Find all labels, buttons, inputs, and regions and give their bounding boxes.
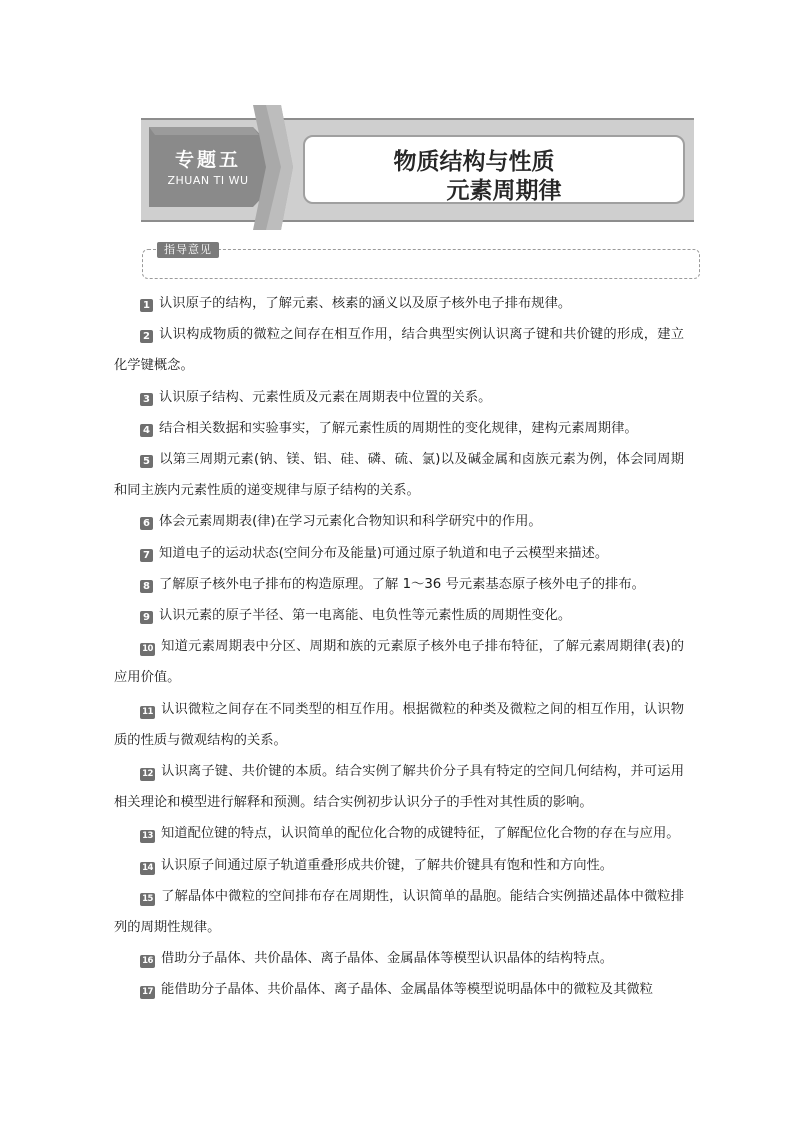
guidance-box bbox=[142, 249, 700, 279]
list-item bbox=[114, 382, 684, 413]
item-text: 认识原子的结构，了解元素、核素的涵义以及原子核外电子排布规律。 bbox=[159, 296, 572, 311]
item-number-badge: 10 bbox=[140, 643, 155, 656]
item-number-badge: 13 bbox=[140, 830, 155, 843]
item-text: 结合相关数据和实验事实，了解元素性质的周期性的变化规律，建构元素周期律。 bbox=[159, 420, 638, 436]
list-item bbox=[114, 694, 684, 756]
item-text: 认识离子键、共价键的本质。结合实例了解共价分子具有特定的空间几何结构，并可运用相关理论和模型进行解释和预测。结合实例初步认识分子的手性对其性质的影响。 bbox=[114, 764, 684, 811]
item-text: 体会元素周期表(律)在学习元素化合物知识和科学研究中的作用。 bbox=[159, 514, 542, 530]
item-text: 了解原子核外电子排布的构造原理。了解 1～36 号元素基态原子核外电子的排布。 bbox=[159, 576, 645, 592]
item-text: 以第三周期元素(钠、镁、铝、硅、磷、硫、氯)以及碱金属和卤族元素为例，体会同周期和同主族内元素性质的递变规律与原子结构的关系。 bbox=[114, 452, 684, 499]
list-item bbox=[114, 319, 684, 381]
chapter-title-line1: 物质结构与性质 bbox=[393, 149, 555, 175]
item-text: 知道配位键的特点，认识简单的配位化合物的成键特征，了解配位化合物的存在与应用。 bbox=[161, 826, 680, 842]
item-text: 认识元素的原子半径、第一电离能、电负性等元素性质的周期性变化。 bbox=[159, 608, 572, 624]
item-text: 知道电子的运动状态(空间分布及能量)可通过原子轨道和电子云模型来描述。 bbox=[159, 545, 609, 561]
list-item bbox=[114, 288, 684, 319]
list-item bbox=[114, 974, 684, 1005]
item-number-badge: 7 bbox=[140, 549, 153, 562]
item-text: 认识微粒之间存在不同类型的相互作用。根据微粒的种类及微粒之间的相互作用，认识物质的性质与微观结构的关系。 bbox=[114, 701, 684, 748]
item-number-badge: 4 bbox=[140, 424, 153, 437]
list-item bbox=[114, 818, 684, 849]
item-number-badge: 9 bbox=[140, 611, 153, 624]
item-text: 了解晶体中微粒的空间排布存在周期性，认识简单的晶胞。能结合实例描述晶体中微粒排列的周期性规律。 bbox=[114, 888, 684, 936]
list-item bbox=[114, 850, 684, 881]
item-text: 知道元素周期表中分区、周期和族的元素原子核外电子排布特征，了解元素周期律(表)的应用价值。 bbox=[114, 639, 684, 686]
item-number-badge: 16 bbox=[140, 955, 155, 968]
topic-number: 专题五 bbox=[174, 149, 241, 171]
item-number-badge: 1 bbox=[140, 299, 153, 312]
list-item bbox=[114, 569, 684, 600]
list-item bbox=[114, 756, 684, 818]
list-item bbox=[114, 600, 684, 631]
chapter-banner bbox=[141, 105, 694, 230]
list-item bbox=[114, 943, 684, 974]
item-number-badge: 17 bbox=[140, 986, 155, 999]
list-item bbox=[114, 631, 684, 693]
item-number-badge: 12 bbox=[140, 768, 155, 781]
item-number-badge: 8 bbox=[140, 580, 153, 593]
item-text: 借助分子晶体、共价晶体、离子晶体、金属晶体等模型认识晶体的结构特点。 bbox=[161, 951, 614, 967]
item-text: 能借助分子晶体、共价晶体、离子晶体、金属晶体等模型说明晶体中的微粒及其微粒 bbox=[161, 982, 653, 998]
chapter-title-line2: 元素周期律 bbox=[446, 178, 562, 204]
requirement-list bbox=[114, 288, 684, 1006]
list-item bbox=[114, 538, 684, 569]
item-number-badge: 5 bbox=[140, 455, 153, 468]
item-number-badge: 2 bbox=[140, 330, 153, 343]
item-number-badge: 14 bbox=[140, 862, 155, 875]
item-number-badge: 11 bbox=[140, 706, 155, 719]
list-item bbox=[114, 881, 684, 943]
item-text: 认识原子结构、元素性质及元素在周期表中位置的关系。 bbox=[159, 389, 492, 405]
guidance-tag: 指导意见 bbox=[157, 242, 219, 258]
item-text: 认识构成物质的微粒之间存在相互作用，结合典型实例认识离子键和共价键的形成，建立化学键概念。 bbox=[114, 327, 684, 374]
chapter-title-box bbox=[303, 135, 685, 204]
topic-pinyin: ZHUAN TI WU bbox=[167, 174, 249, 187]
list-item bbox=[114, 413, 684, 444]
list-item bbox=[114, 444, 684, 506]
item-number-badge: 15 bbox=[140, 893, 155, 906]
list-item bbox=[114, 506, 684, 537]
item-text: 认识原子间通过原子轨道重叠形成共价键，了解共价键具有饱和性和方向性。 bbox=[161, 857, 614, 873]
item-number-badge: 6 bbox=[140, 517, 153, 530]
item-number-badge: 3 bbox=[140, 393, 153, 406]
